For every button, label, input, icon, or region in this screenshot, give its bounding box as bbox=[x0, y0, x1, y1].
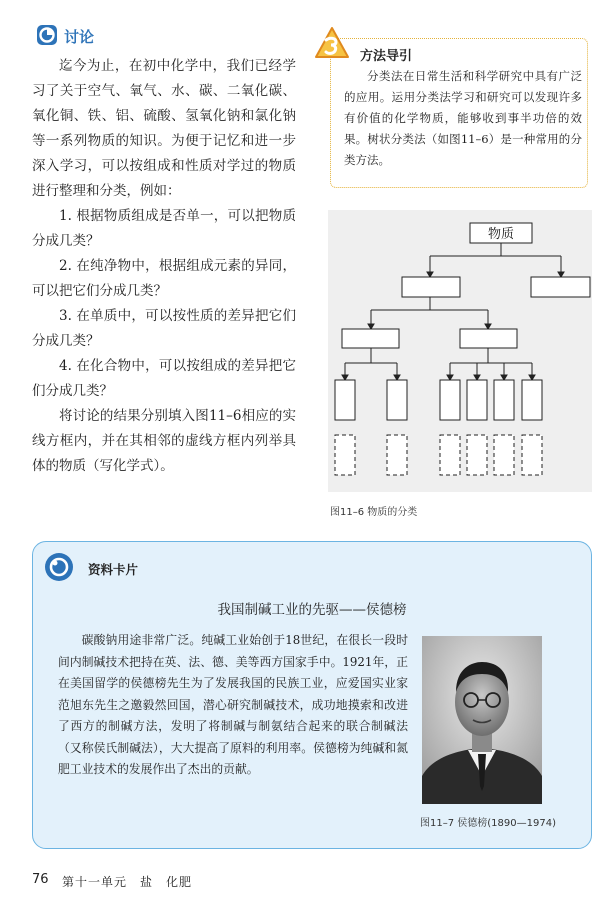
tree-leaf-box-6 bbox=[522, 380, 542, 420]
method-guide-title: 方法导引 bbox=[360, 49, 413, 64]
discussion-title: 讨论 bbox=[64, 28, 95, 46]
figure-11-6-caption: 图11–6 物质的分类 bbox=[330, 507, 418, 518]
tree-example-box-5 bbox=[494, 435, 514, 475]
tree-example-box-4 bbox=[467, 435, 487, 475]
tree-leaf-box-2 bbox=[387, 380, 407, 420]
tree-root-label: 物质 bbox=[487, 227, 515, 242]
tree-example-box-6 bbox=[522, 435, 542, 475]
data-card-headline: 我国制碱工业的先驱——侯德榜 bbox=[217, 602, 407, 618]
tree-example-box-1 bbox=[335, 435, 355, 475]
discussion-icon bbox=[36, 24, 58, 46]
question-2: 2. 在纯净物中，根据组成元素的异同，可以把它们分成几类？ bbox=[32, 258, 296, 299]
tree-example-box-2 bbox=[387, 435, 407, 475]
figure-11-7-caption: 图11–7 侯德榜(1890—1974) bbox=[420, 818, 556, 829]
tree-leaf-box-4 bbox=[467, 380, 487, 420]
discussion-body bbox=[32, 54, 296, 479]
tree-leaf-box-3 bbox=[440, 380, 460, 420]
method-guide-text: 分类法在日常生活和科学研究中具有广泛的应用。运用分类法学习和研究可以发现许多有价值的化学物质，能够收到事半功倍的效果。树状分类法（如图11–6）是一种常用的分类方法。 bbox=[344, 69, 582, 167]
tree-level1-box-right bbox=[531, 277, 590, 297]
data-card-text: 碳酸钠用途非常广泛。纯碱工业始创于18世纪，在很长一段时间内制碱技术把持在英、法、德、美等西方国家手中。1921年，正在美国留学的侯德榜先生为了发展我国的民族工业，应爱国实业家范旭东先生之邀毅然回国，潜心研究制碱技术，成功地摸索和改进了西方的制碱方法，发明了将制碱与制氨结合起来的联合制碱法（又称侯氏制碱法），大大提高了原料的利用率。侯德榜为纯碱和氮肥工业技术的发展作出了杰出的贡献。 bbox=[58, 633, 408, 776]
tree-level1-box-left bbox=[402, 277, 460, 297]
tree-leaf-box-5 bbox=[494, 380, 514, 420]
data-card-icon bbox=[44, 552, 74, 582]
question-3: 3. 在单质中，可以按性质的差异把它们分成几类？ bbox=[32, 308, 296, 349]
discussion-intro: 迄今为止，在初中化学中，我们已经学习了关于空气、氧气、水、碳、二氧化碳、氧化铜、铁、铝、硫酸、氢氧化钠和氯化钠等一系列物质的知识。为便于记忆和进一步深入学习，可以按组成和性质对学过的物质进行整理和分类，例如： bbox=[32, 58, 296, 199]
unit-title: 第十一单元 盐 化肥 bbox=[62, 875, 193, 889]
data-card-title: 资料卡片 bbox=[88, 562, 139, 577]
page-number: 76 bbox=[32, 872, 49, 887]
tree-level2-box-left bbox=[342, 329, 399, 348]
question-1: 1. 根据物质组成是否单一，可以把物质分成几类？ bbox=[32, 208, 296, 249]
classification-tree-diagram bbox=[328, 210, 592, 492]
data-card-body bbox=[58, 630, 408, 781]
portrait-photo bbox=[422, 636, 542, 804]
tree-example-box-3 bbox=[440, 435, 460, 475]
discussion-instruction: 将讨论的结果分别填入图11–6相应的实线方框内，并在其相邻的虚线方框内列举具体的物质（写化学式）。 bbox=[32, 408, 296, 474]
tree-leaf-box-1 bbox=[335, 380, 355, 420]
tree-level2-box-right bbox=[460, 329, 517, 348]
method-guide-icon bbox=[314, 26, 350, 60]
question-4: 4. 在化合物中，可以按组成的差异把它们分成几类？ bbox=[32, 358, 296, 399]
method-guide-body bbox=[344, 66, 582, 171]
